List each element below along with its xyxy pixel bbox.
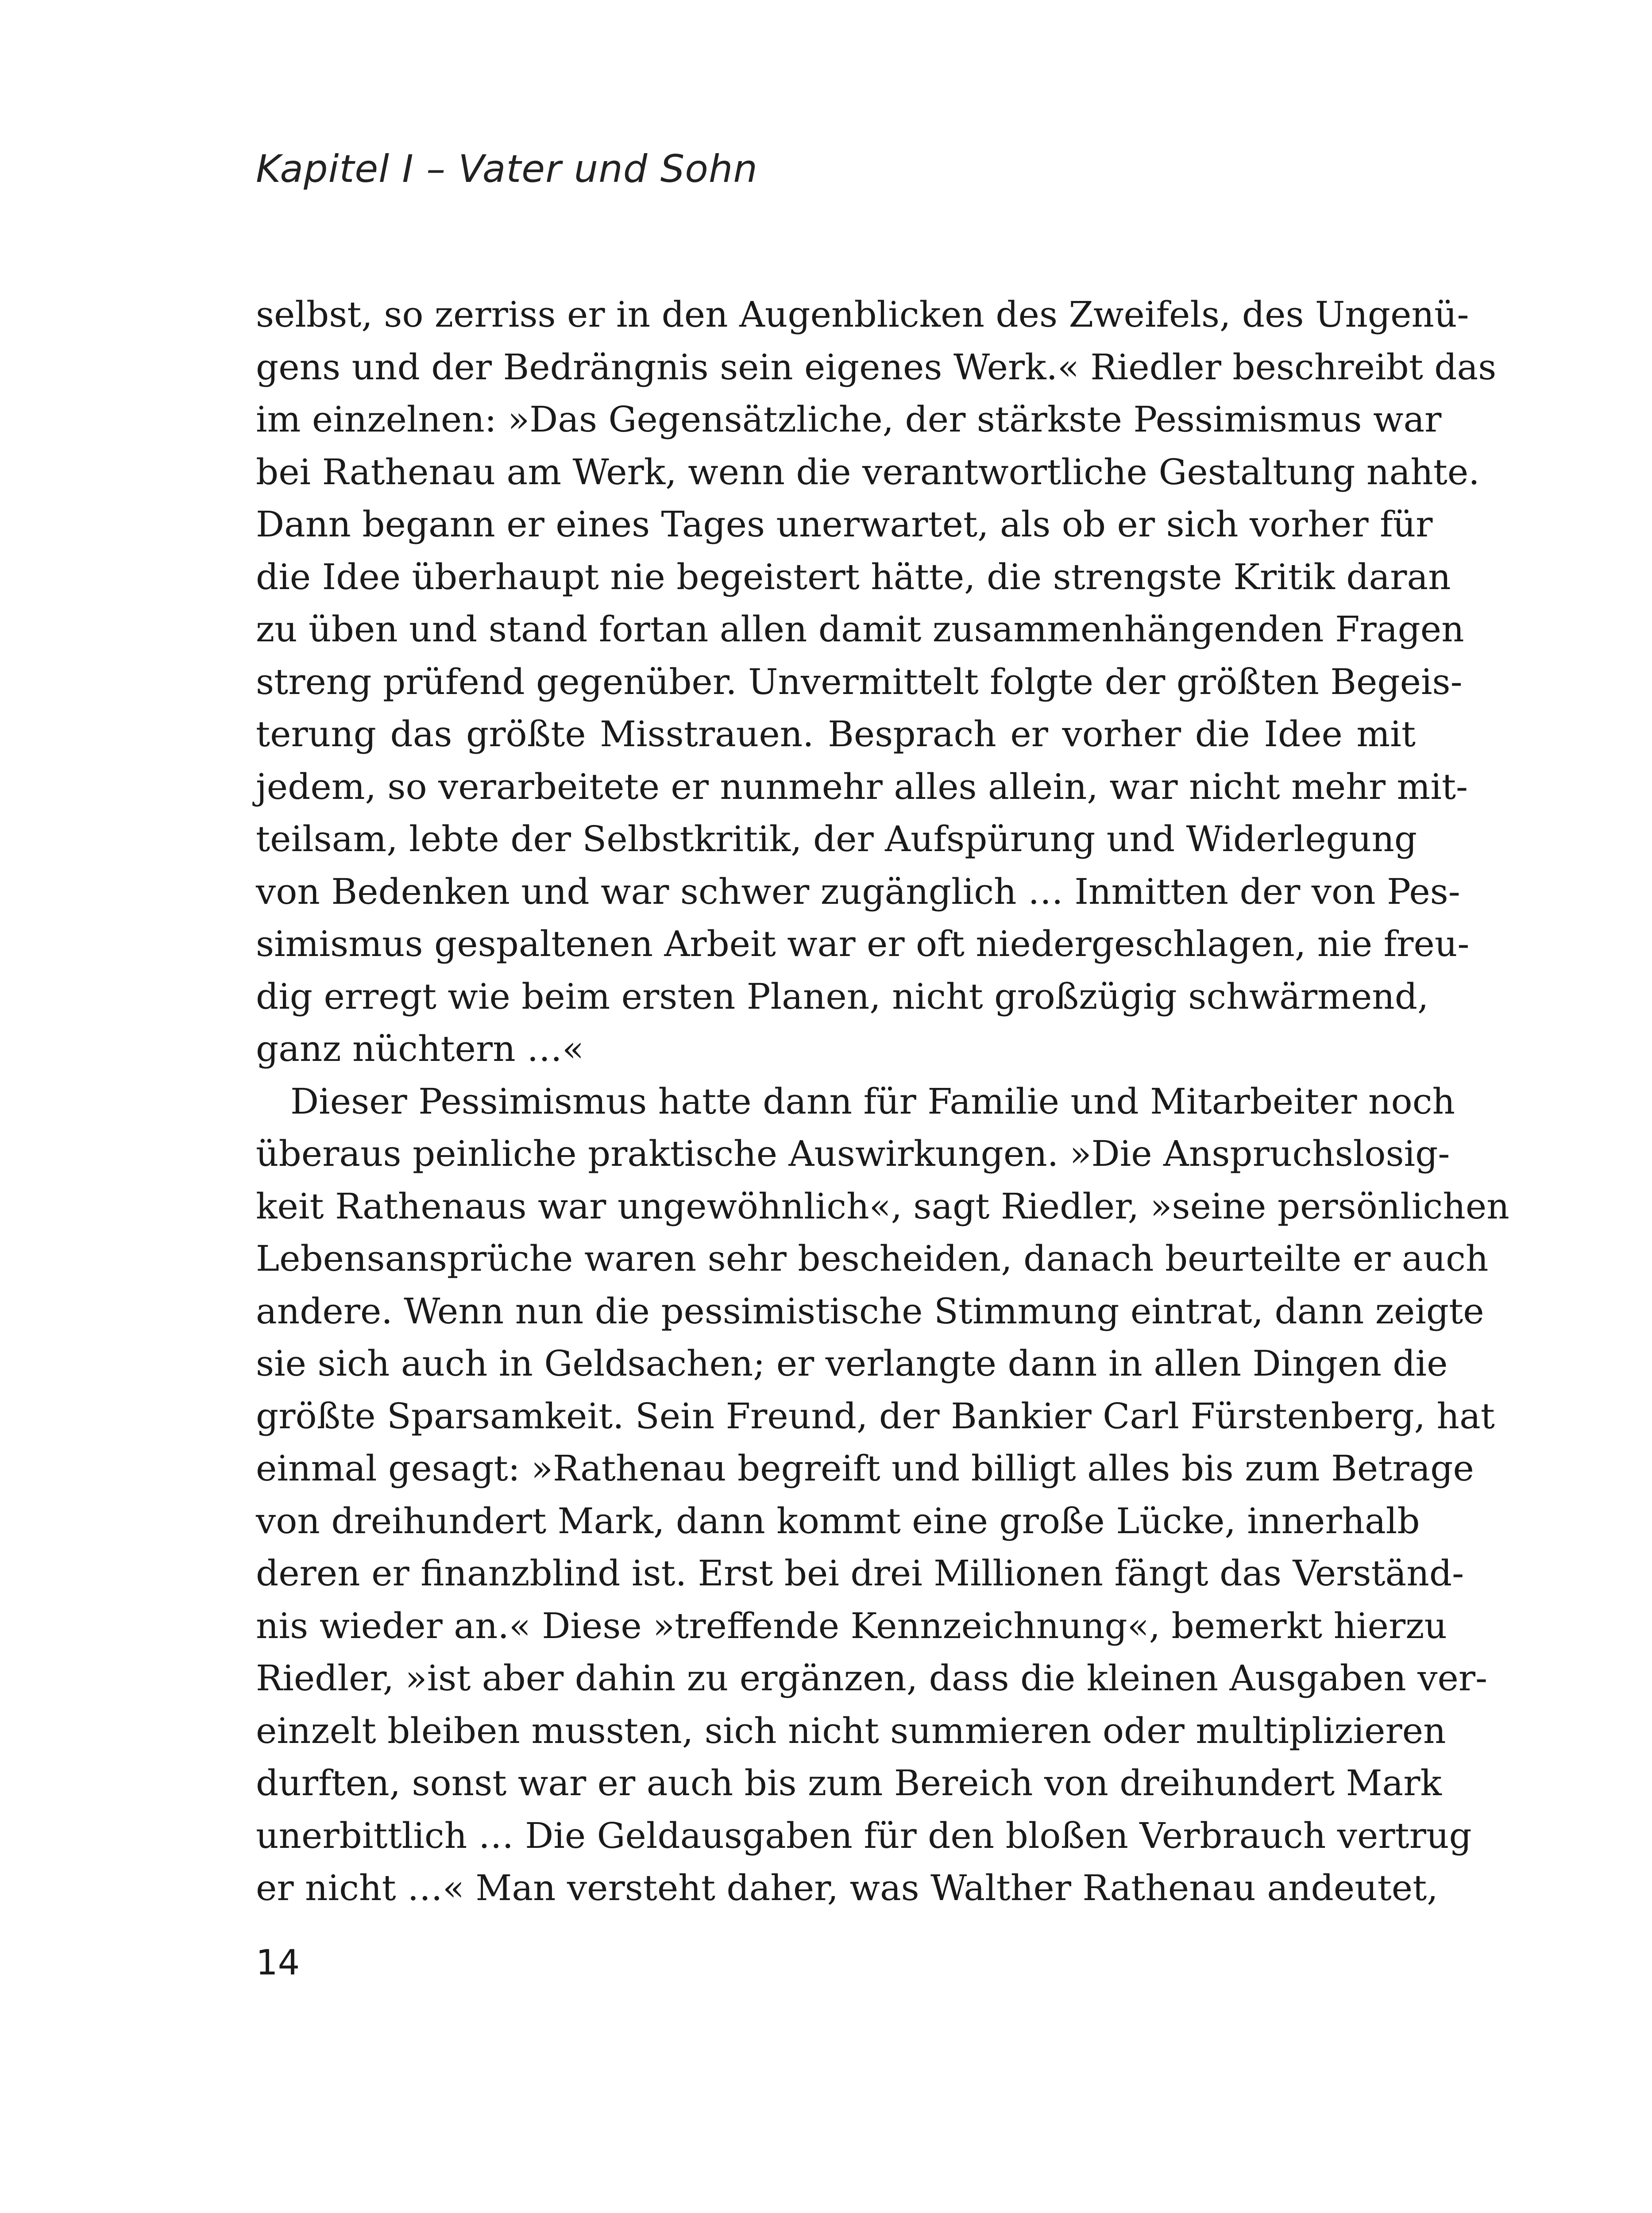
page-number: 14 (256, 1943, 300, 1983)
text-line: von dreihundert Mark, dann kommt eine große Lücke, innerhalb (256, 1500, 1420, 1542)
text-line: deren er finanzblind ist. Erst bei drei Millionen fängt das Verständ- (256, 1553, 1464, 1594)
text-line: bei Rathenau am Werk, wenn die verantwortliche Gestaltung nahte. (256, 451, 1480, 493)
text-line: nis wieder an.« Diese »treffende Kennzeichnung«, bemerkt hierzu (256, 1605, 1447, 1646)
text-line: Dieser Pessimismus hatte dann für Familie und Mitarbeiter noch (290, 1080, 1455, 1122)
text-line: selbst, so zerriss er in den Augenblicken des Zweifels, des Ungenü- (256, 294, 1469, 335)
text-line: durften, sonst war er auch bis zum Bereich von dreihundert Mark (256, 1762, 1442, 1804)
text-line: keit Rathenaus war ungewöhnlich«, sagt Riedler, »seine persönlichen (256, 1185, 1509, 1227)
text-line: andere. Wenn nun die pessimistische Stimmung eintrat, dann zeigte (256, 1290, 1484, 1332)
text-line: größte Sparsamkeit. Sein Freund, der Bankier Carl Fürstenberg, hat (256, 1395, 1495, 1437)
text-line: simismus gespaltenen Arbeit war er oft niedergeschlagen, nie freu- (256, 923, 1470, 964)
text-line: zu üben und stand fortan allen damit zusammenhängenden Fragen (256, 609, 1464, 650)
text-line: im einzelnen: »Das Gegensätzliche, der stärkste Pessimismus war (256, 399, 1442, 440)
text-line: ganz nüchtern …« (256, 1028, 584, 1069)
text-line: einzelt bleiben mussten, sich nicht summieren oder multiplizieren (256, 1710, 1446, 1751)
text-line: die Idee überhaupt nie begeistert hätte, die strengste Kritik daran (256, 556, 1451, 598)
text-line: Dann begann er eines Tages unerwartet, als ob er sich vorher für (256, 504, 1433, 545)
text-line: Lebensansprüche waren sehr bescheiden, danach beurteilte er auch (256, 1238, 1489, 1279)
text-line: von Bedenken und war schwer zugänglich … Inmitten der von Pes- (256, 871, 1460, 912)
text-line: unerbittlich … Die Geldausgaben für den bloßen Verbrauch vertrug (256, 1815, 1472, 1856)
text-line: streng prüfend gegenüber. Unvermittelt folgte der größten Begeis- (256, 661, 1463, 702)
body-text (256, 289, 1509, 1915)
text-line: Riedler, »ist aber dahin zu ergänzen, dass die kleinen Ausgaben ver- (256, 1658, 1488, 1699)
text-line: einmal gesagt: »Rathenau begreift und billigt alles bis zum Betrage (256, 1448, 1474, 1489)
text-line: jedem, so verarbeitete er nunmehr alles allein, war nicht mehr mit- (256, 766, 1468, 807)
text-line: terung das größte Misstrauen. Besprach er vorher die Idee mit (256, 713, 1416, 755)
text-line: dig erregt wie beim ersten Planen, nicht großzügig schwärmend, (256, 975, 1429, 1017)
text-line: teilsam, lebte der Selbstkritik, der Aufspürung und Widerlegung (256, 818, 1417, 860)
text-line: sie sich auch in Geldsachen; er verlangte dann in allen Dingen die (256, 1343, 1448, 1384)
text-line: gens und der Bedrängnis sein eigenes Werk.« Riedler beschreibt das (256, 346, 1497, 388)
running-head: Kapitel I – Vater und Sohn (256, 147, 758, 191)
text-line: überaus peinliche praktische Auswirkungen. »Die Anspruchslosig- (256, 1133, 1450, 1174)
text-line: er nicht …« Man versteht daher, was Walther Rathenau andeutet, (256, 1867, 1438, 1908)
